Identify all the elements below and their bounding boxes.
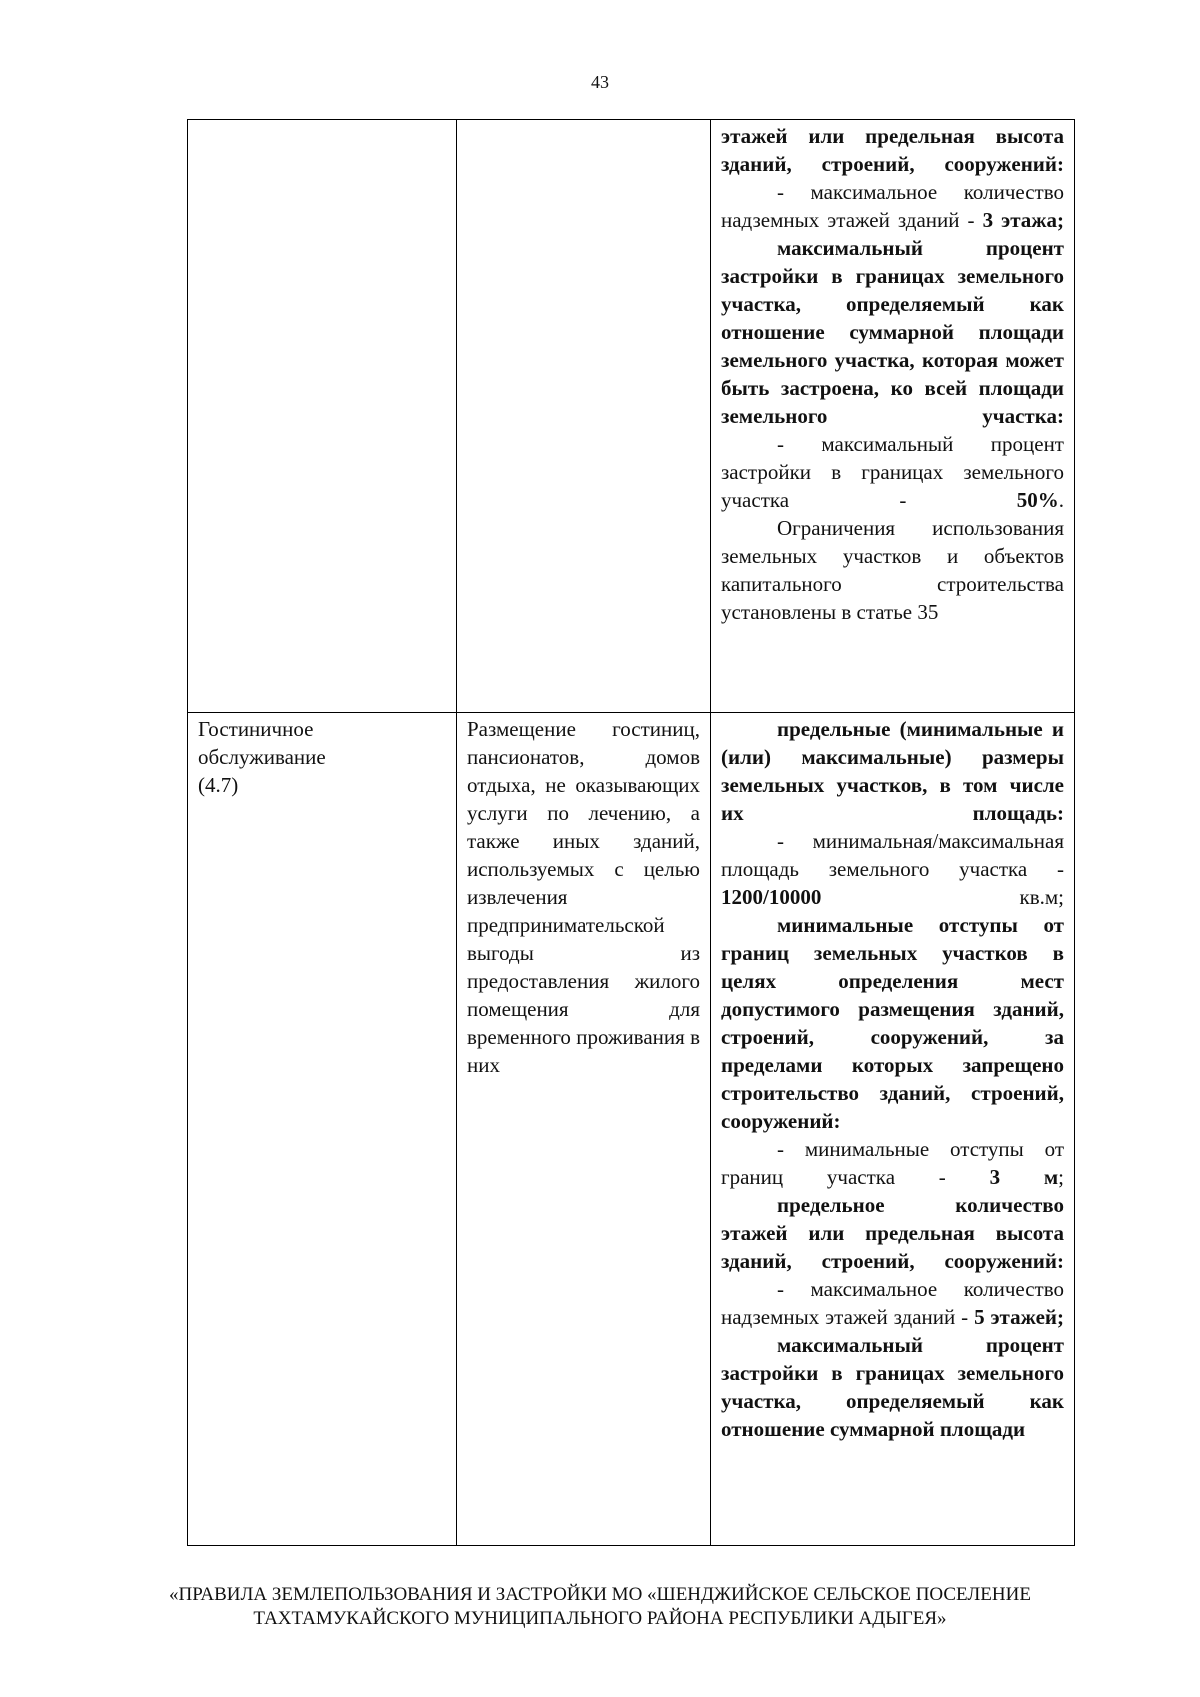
parameter-value: - максимальное количество надземных этажей зданий - 5 этажей; xyxy=(721,1277,1064,1329)
parameter-value: - максимальное количество надземных этажей зданий - 3 этажа; xyxy=(721,180,1064,232)
table-cell-description xyxy=(457,120,711,713)
parameter-value: - минимальная/максимальная площадь земельного участка - 1200/10000 кв.м; xyxy=(721,829,1064,909)
table-cell-use-type xyxy=(188,713,457,1546)
document-footer xyxy=(0,1583,1200,1631)
footer-line: ТАХТАМУКАЙСКОГО МУНИЦИПАЛЬНОГО РАЙОНА РЕСПУБЛИКИ АДЫГЕЯ» xyxy=(253,1608,947,1629)
table-cell-use-type xyxy=(188,120,457,713)
parameter-heading: максимальный процент застройки в границах земельного участка, определяемый как отношение суммарной площади xyxy=(721,1333,1064,1441)
parameter-value: Ограничения использования земельных участков и объектов капитального строительства установлены в статье 35 xyxy=(721,516,1064,624)
parameter-value: - минимальные отступы от границ участка - 3 м; xyxy=(721,1137,1064,1189)
use-type-line: обслуживание xyxy=(198,745,326,769)
parameter-heading: минимальные отступы от границ земельных участков в целях определения мест допустимого размещения зданий, строений, сооружений, за пределами которых запрещено строительство зданий, строений, сооружений: xyxy=(721,913,1064,1133)
footer-line: «ПРАВИЛА ЗЕМЛЕПОЛЬЗОВАНИЯ И ЗАСТРОЙКИ МО «ШЕНДЖИЙСКОЕ СЕЛЬСКОЕ ПОСЕЛЕНИЕ xyxy=(169,1584,1031,1605)
table-row xyxy=(188,713,1075,1546)
table-row xyxy=(188,120,1075,713)
use-type-line: (4.7) xyxy=(198,773,239,797)
table-cell-parameters xyxy=(711,120,1075,713)
table-cell-parameters xyxy=(711,713,1075,1546)
parameter-heading: максимальный процент застройки в границах земельного участка, определяемый как отношение суммарной площади земельного участка, которая может быть застроена, ко всей площади земельного участка: xyxy=(721,236,1064,428)
page-number: 43 xyxy=(591,72,609,92)
parameter-value: - максимальный процент застройки в границах земельного участка - 50%. xyxy=(721,432,1064,512)
table-cell-description xyxy=(457,713,711,1546)
parameter-heading: этажей или предельная высота зданий, строений, сооружений: xyxy=(721,124,1064,176)
parameter-heading: предельные (минимальные и (или) максимальные) размеры земельных участков, в том числе их площадь: xyxy=(721,717,1064,825)
regulations-table xyxy=(187,119,1075,1546)
parameter-heading: предельное количество этажей или предельная высота зданий, строений, сооружений: xyxy=(721,1193,1064,1273)
use-description: Размещение гостиниц, пансионатов, домов отдыха, не оказывающих услуги по лечению, а также иных зданий, используемых с целью извлечения предпринимательской выгоды из предоставления жилого помещения для временного проживания в них xyxy=(467,717,700,1077)
use-type-line: Гостиничное xyxy=(198,717,314,741)
